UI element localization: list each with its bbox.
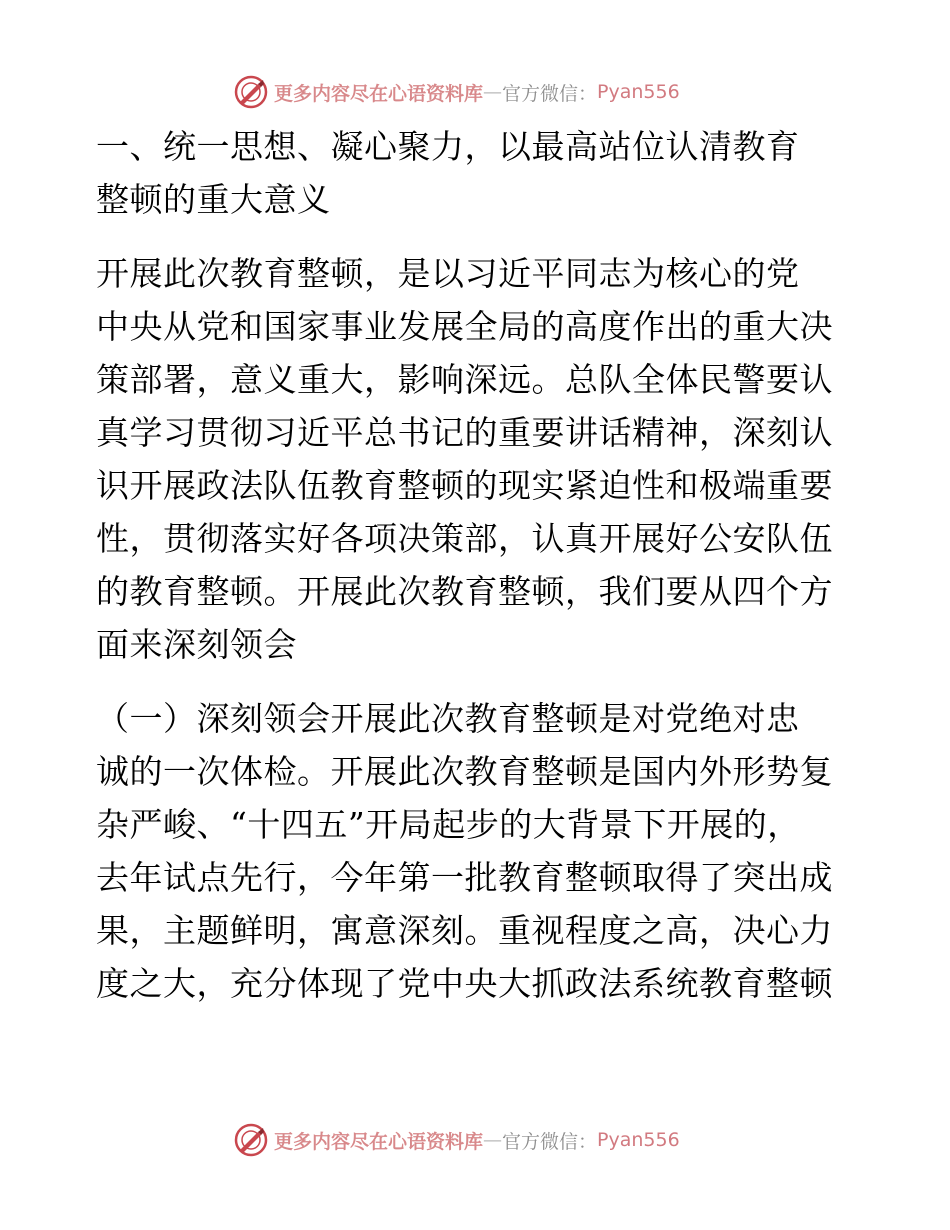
watermark-wechat-label: 官方微信： (502, 1130, 598, 1153)
paragraph-line: 识开展政法队伍教育整顿的现实紧迫性和极端重要 (96, 466, 833, 505)
heading-line: 整顿的重大意义 (96, 180, 331, 219)
paragraph-line: 真学习贯彻习近平总书记的重要讲话精神，深刻认 (96, 413, 833, 452)
paragraph-line: 面来深刻领会 (96, 625, 297, 664)
paragraph-line: 中央从党和国家事业发展全局的高度作出的重大决 (96, 307, 833, 346)
document-body (96, 120, 856, 1010)
paragraph-line: 开展此次教育整顿，是以习近平同志为核心的党 (96, 254, 800, 293)
watermark-logo-icon (234, 75, 268, 109)
paragraph-line: 杂严峻、“十四五”开局起步的大背景下开展的， (96, 805, 801, 844)
paragraph-line: 去年试点先行，今年第一批教育整顿取得了突出成 (96, 858, 833, 897)
watermark-wechat-id: Pyan556 (597, 1129, 680, 1151)
watermark-logo-icon (234, 1123, 268, 1157)
paragraph-line: 策部署，意义重大，影响深远。总队全体民警要认 (96, 360, 833, 399)
heading-line: 一、统一思想、凝心聚力，以最高站位认清教育 (96, 127, 800, 166)
paragraph-gap (96, 671, 856, 692)
paragraph-line: 诚的一次体检。开展此次教育整顿是国内外形势复 (96, 752, 833, 791)
paragraph-line: （一）深刻领会开展此次教育整顿是对党绝对忠 (96, 699, 800, 738)
watermark-text: 更多内容尽在心语资料库 (274, 82, 484, 105)
paragraph-line: 果，主题鲜明，寓意深刻。重视程度之高，决心力 (96, 911, 833, 950)
watermark-wechat-label: 官方微信： (502, 82, 598, 105)
header-watermark (234, 72, 734, 112)
paragraph-line: 度之大，充分体现了党中央大抓政法系统教育整顿 (96, 964, 833, 1003)
watermark-text: 更多内容尽在心语资料库 (274, 1130, 484, 1153)
watermark-dash: — (483, 81, 503, 103)
paragraph-line: 性，贯彻落实好各项决策部，认真开展好公安队伍 (96, 519, 833, 558)
watermark-wechat-id: Pyan556 (597, 81, 680, 103)
paragraph-gap (96, 226, 856, 247)
watermark-dash: — (483, 1129, 503, 1151)
paragraph-line: 的教育整顿。开展此次教育整顿，我们要从四个方 (96, 572, 833, 611)
footer-watermark (234, 1120, 734, 1160)
